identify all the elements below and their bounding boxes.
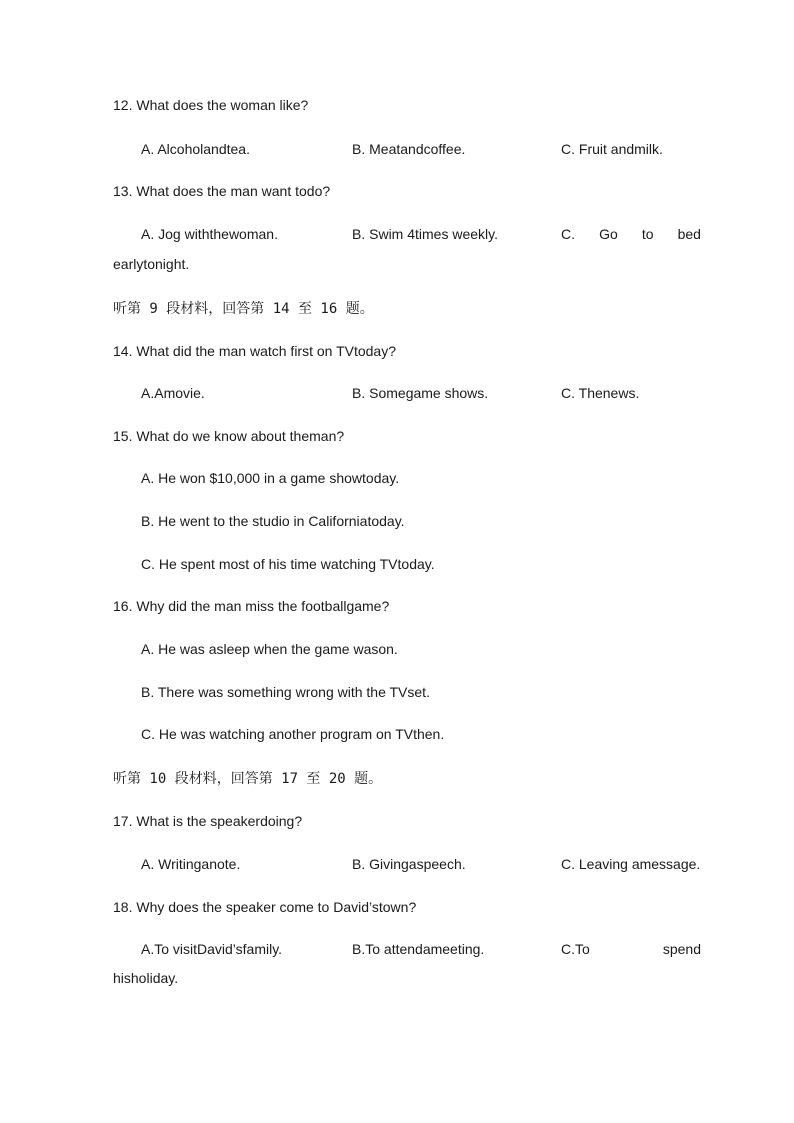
question-17-option-b: B. Givingaspeech. xyxy=(352,856,466,872)
option-c-word: C. xyxy=(561,226,575,242)
question-18-option-c xyxy=(561,941,701,957)
question-12-option-b: B. Meatandcoffee. xyxy=(352,141,466,157)
question-17-option-c: C. Leaving amessage. xyxy=(561,856,701,872)
question-18-option-b: B.To attendameeting. xyxy=(352,941,485,957)
section-9-instruction: 听第 9 段材料，回答第 14 至 16 题。 xyxy=(113,301,374,317)
question-16-stem: 16. Why did the man miss the footballgame? xyxy=(113,598,390,614)
question-15-option-c: C. He spent most of his time watching TVtoday. xyxy=(141,556,435,572)
question-18-option-c-continuation: hisholiday. xyxy=(113,970,179,986)
option-c-word: Go xyxy=(599,226,618,242)
question-16-option-b: B. There was something wrong with the TVset. xyxy=(141,684,430,700)
question-14-option-a: A.Amovie. xyxy=(141,385,205,401)
question-16-option-c: C. He was watching another program on TVthen. xyxy=(141,726,445,742)
question-15-option-b: B. He went to the studio in Californiatoday. xyxy=(141,513,405,529)
option-c-word: C.To xyxy=(561,941,590,957)
option-c-word: to xyxy=(641,226,654,242)
question-16-option-a: A. He was asleep when the game wason. xyxy=(141,641,398,657)
question-13-option-c-continuation: earlytonight. xyxy=(113,256,190,272)
question-13-option-a: A. Jog withthewoman. xyxy=(141,226,278,242)
question-13-stem: 13. What does the man want todo? xyxy=(113,183,331,199)
question-14-stem: 14. What did the man watch first on TVtoday? xyxy=(113,343,397,359)
question-12-stem: 12. What does the woman like? xyxy=(113,97,309,113)
question-14-option-c: C. Thenews. xyxy=(561,385,640,401)
question-18-stem: 18. Why does the speaker come to David’stown? xyxy=(113,899,417,915)
option-c-word: spend xyxy=(662,941,701,957)
section-10-instruction: 听第 10 段材料，回答第 17 至 20 题。 xyxy=(113,771,383,787)
question-13-option-c xyxy=(561,226,701,242)
question-14-option-b: B. Somegame shows. xyxy=(352,385,489,401)
question-15-option-a: A. He won $10,000 in a game showtoday. xyxy=(141,470,400,486)
question-15-stem: 15. What do we know about theman? xyxy=(113,428,345,444)
question-18-option-a: A.To visitDavid’sfamily. xyxy=(141,941,283,957)
question-17-option-a: A. Writinganote. xyxy=(141,856,241,872)
question-13-option-b: B. Swim 4times weekly. xyxy=(352,226,498,242)
question-17-stem: 17. What is the speakerdoing? xyxy=(113,813,303,829)
option-c-word: bed xyxy=(677,226,701,242)
question-12-option-c: C. Fruit andmilk. xyxy=(561,141,663,157)
question-12-option-a: A. Alcoholandtea. xyxy=(141,141,250,157)
